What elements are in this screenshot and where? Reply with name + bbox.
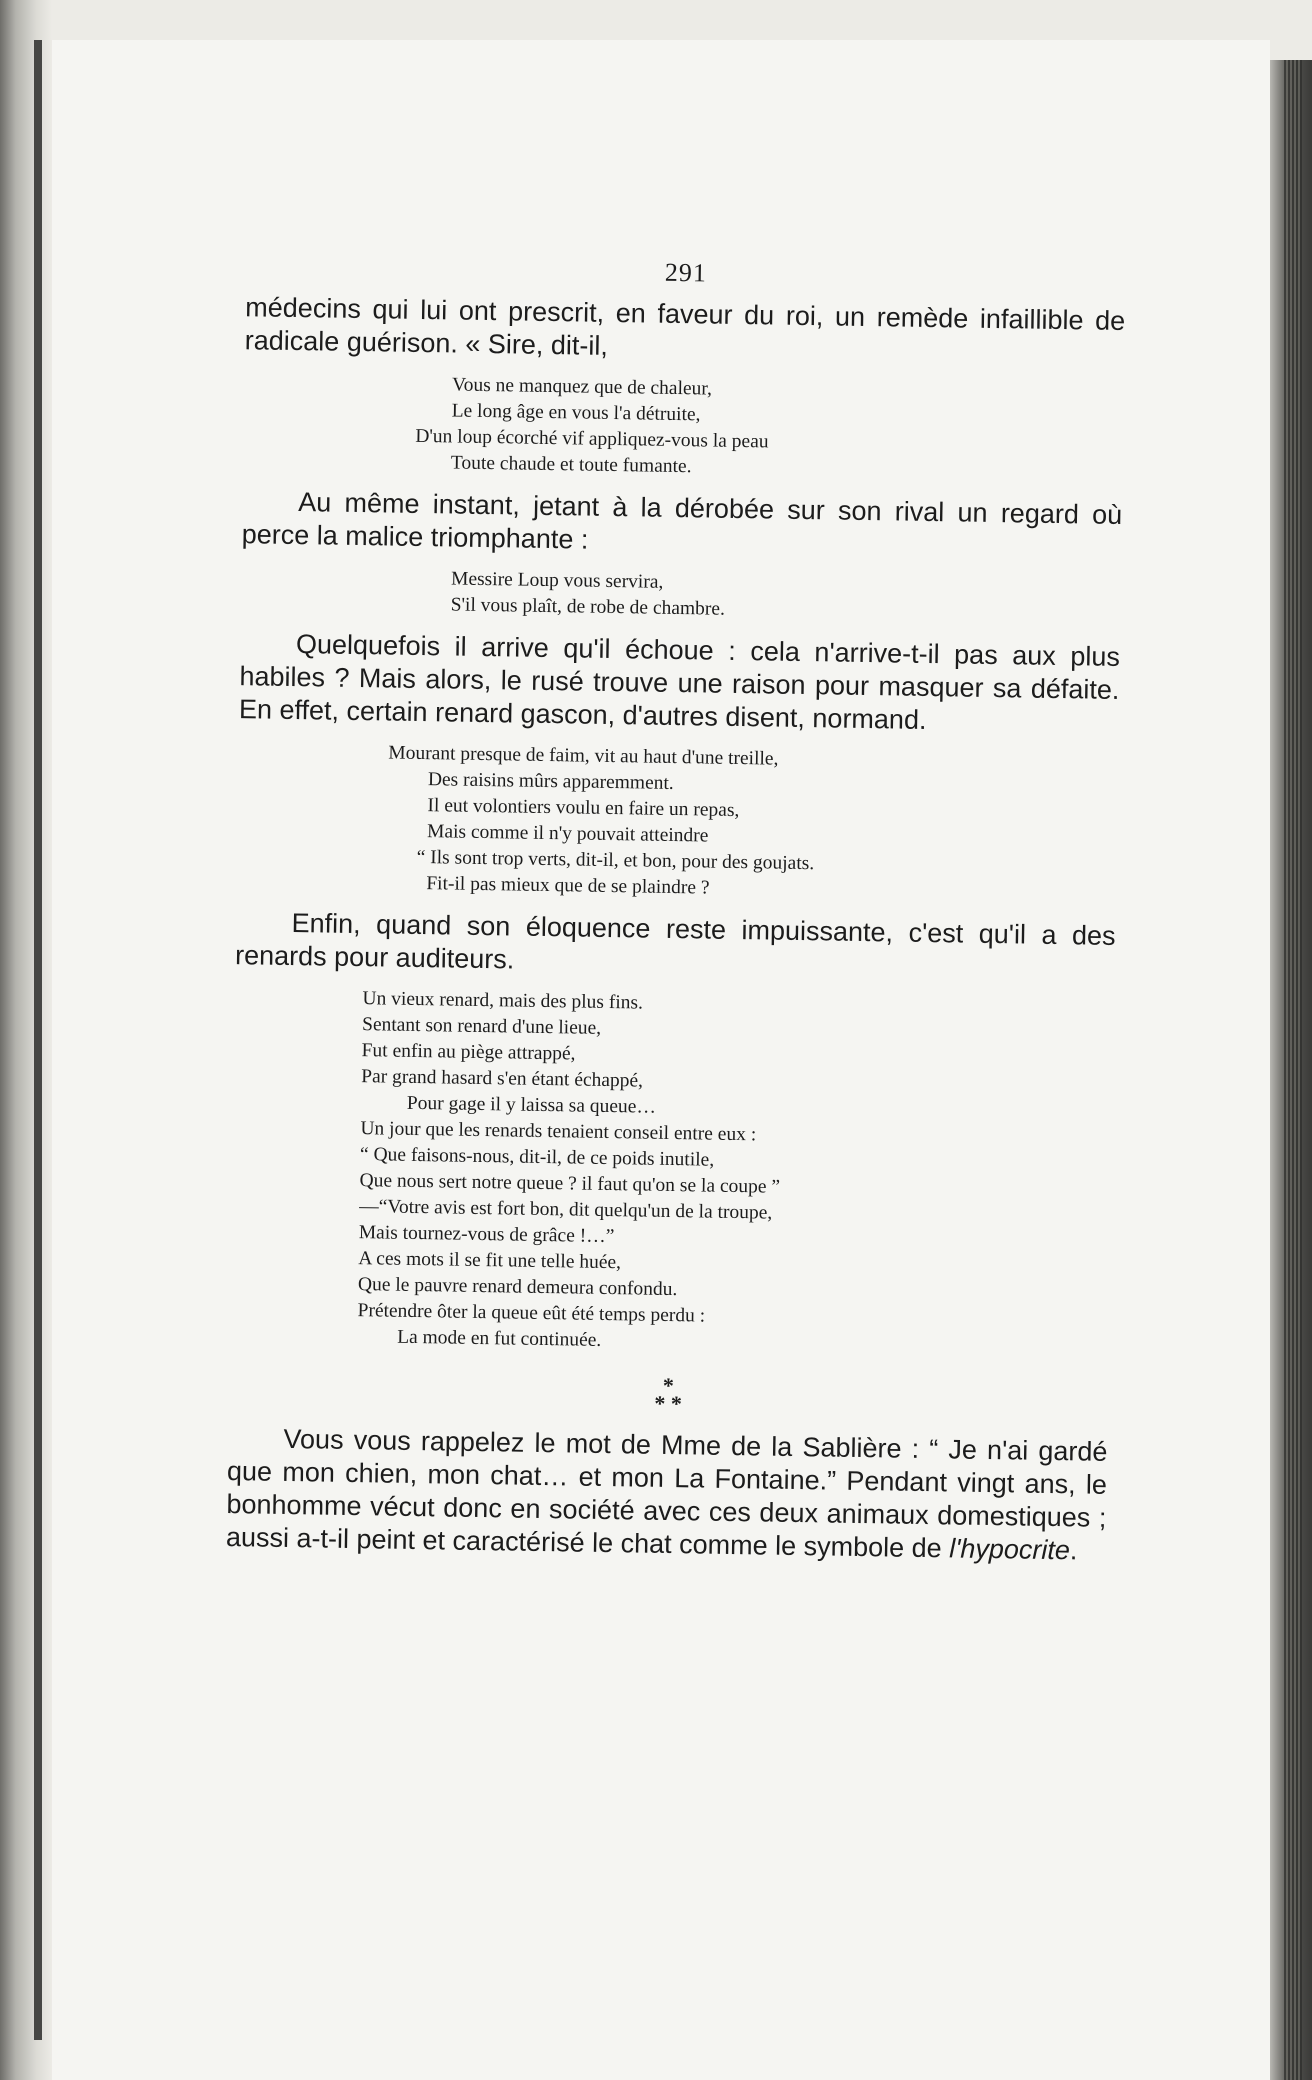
verse-line: —“Votre avis est fort bon, dit quelqu'un de la troupe,	[359, 1196, 773, 1224]
verse-line: S'il vous plaît, de robe de chambre.	[450, 594, 726, 620]
paragraph-4: Enfin, quand son éloquence reste impuissante, c'est qu'il a des renards pour auditeurs.	[234, 907, 1116, 975]
verse-line: Prétendre ôter la queue eût été temps perdu :	[357, 1300, 706, 1327]
verse-line: Que nous sert notre queue ? il faut qu'on se la coupe ”	[359, 1170, 781, 1198]
verse-line: Par grand hasard s'en étant échappé,	[361, 1066, 644, 1092]
verse-line: Des raisins mûrs apparemment.	[427, 769, 674, 794]
paragraph-5	[226, 1422, 1108, 1568]
page-stack-edge	[1284, 60, 1302, 2080]
separator-bottom: * *	[654, 1390, 683, 1417]
paragraph-5-italic: l'hypocrite	[948, 1533, 1071, 1566]
verse-line: Fit-il pas mieux que de se plaindre ?	[426, 873, 710, 899]
verse-line: Que le pauvre renard demeura confondu.	[357, 1274, 678, 1301]
verse-line: Sentant son renard d'une lieue,	[361, 1014, 602, 1039]
verse-line: Mais tournez-vous de grâce !…”	[358, 1222, 615, 1248]
paragraph-5-text: Vous vous rappelez le mot de Mme de la Sablière : “ Je n'ai gardé que mon chien, mon chat… et mon La Fontaine.” Pendant vingt ans, le bonhomme vécut donc en société avec ces deux animaux domestiques ; aussi a-t-il peint et caractérisé le chat comme le symbole de	[225, 1423, 1108, 1564]
page-number: 291	[664, 257, 708, 288]
verse-line: La mode en fut continuée.	[396, 1326, 602, 1351]
verse-block-4	[357, 986, 1115, 1362]
verse-line: Mais comme il n'y pouvait atteindre	[426, 821, 709, 847]
verse-block-1	[415, 372, 1125, 487]
verse-block-2	[450, 566, 1121, 629]
binding-shadow	[34, 40, 42, 2040]
page-content	[226, 251, 1126, 1568]
verse-line: Messire Loup vous servira,	[450, 568, 664, 593]
paragraph-2: Au même instant, jetant à la dérobée sur son rival un regard où perce la malice triomphante :	[241, 487, 1123, 555]
verse-line: Mourant presque de faim, vit au haut d'une treille,	[388, 742, 779, 770]
verse-block-3	[386, 740, 1118, 907]
paragraph-3: Quelquefois il arrive qu'il échoue : cela n'arrive-t-il pas aux plus habiles ? Mais alors, le rusé trouve une raison pour masquer sa défaite. En effet, certain renard gascon, d'autres disent, normand.	[238, 629, 1121, 735]
verse-line: D'un loup écorché vif appliquez-vous la peau	[415, 425, 769, 453]
verse-line: Un vieux renard, mais des plus fins.	[362, 988, 644, 1014]
verse-line: A ces mots il se fit une telle huée,	[358, 1248, 622, 1274]
section-separator	[228, 1370, 1108, 1420]
separator-top: *	[662, 1372, 675, 1399]
verse-line: “ Ils sont trop verts, dit-il, et bon, pour des goujats.	[416, 846, 815, 875]
verse-line: Le long âge en vous l'a détruite,	[451, 400, 701, 426]
verse-line: Fut enfin au piège attrappé,	[361, 1040, 576, 1065]
paragraph-1: médecins qui lui ont prescrit, en faveur du roi, un remède infaillible de radicale guérison. « Sire, dit-il,	[244, 292, 1126, 361]
paragraph-5-end: .	[1069, 1535, 1078, 1566]
verse-line: Un jour que les renards tenaient conseil entre eux :	[360, 1118, 757, 1146]
verse-line: “ Que faisons-nous, dit-il, de ce poids inutile,	[359, 1144, 715, 1171]
verse-line: Toute chaude et toute fumante.	[450, 452, 692, 478]
verse-line: Il eut volontiers voulu en faire un repas,	[427, 795, 740, 822]
verse-line: Pour gage il y laissa sa queue…	[406, 1092, 657, 1118]
left-page-edge	[0, 0, 52, 2080]
verse-line: Vous ne manquez que de chaleur,	[451, 374, 713, 400]
